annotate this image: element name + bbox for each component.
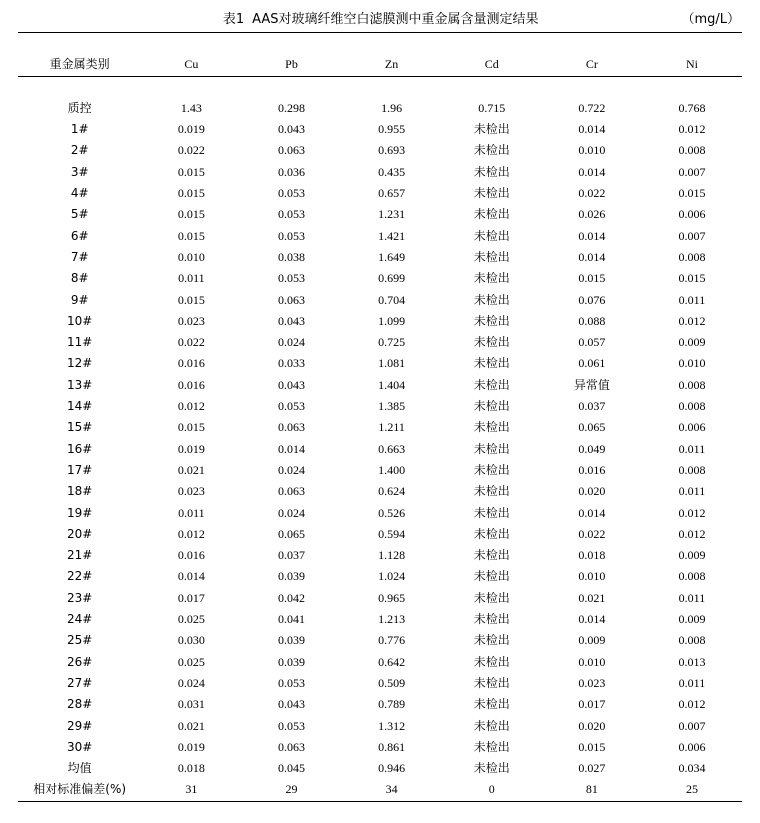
table-cell: 0.016 xyxy=(177,356,205,371)
table-cell: 0.020 xyxy=(578,484,606,499)
table-cell: 0.021 xyxy=(177,462,205,477)
row-label: 2# xyxy=(70,143,89,158)
table-cell: 未检出 xyxy=(473,441,510,456)
table-cell: 0.015 xyxy=(578,271,606,286)
table-cell: 0.023 xyxy=(578,675,606,690)
table-cell: 0.012 xyxy=(678,122,706,137)
table-cell: 0.015 xyxy=(177,292,205,307)
table-cell: 0.435 xyxy=(378,164,406,179)
table-cell: 未检出 xyxy=(473,654,510,669)
table-cell: 0.946 xyxy=(378,761,406,776)
table-cell: 0.019 xyxy=(177,739,205,754)
table-cell: 0.037 xyxy=(578,399,606,414)
table-cell: 0.016 xyxy=(177,377,205,392)
row-label: 17# xyxy=(67,462,93,477)
caption-table-number: 表1 xyxy=(222,12,245,27)
table-cell: 未检出 xyxy=(473,207,510,222)
table-cell: 0.015 xyxy=(177,420,205,435)
row-label: 均值 xyxy=(67,761,92,776)
table-cell: 0.017 xyxy=(578,697,606,712)
row-label: 24# xyxy=(67,612,93,627)
table-cell: 0.768 xyxy=(678,100,706,115)
table-cell: 1.081 xyxy=(378,356,406,371)
table-cell: 0.008 xyxy=(678,569,706,584)
row-label: 15# xyxy=(67,420,93,435)
table-cell: 0.019 xyxy=(177,122,205,137)
column-header: Cu xyxy=(184,57,199,72)
table-cell: 0.509 xyxy=(378,675,406,690)
table-row xyxy=(18,673,742,694)
caption-unit: （mg/L） xyxy=(681,12,740,27)
table-cell: 未检出 xyxy=(473,143,510,158)
table-cell: 未检出 xyxy=(473,313,510,328)
table-cell: 0.012 xyxy=(678,526,706,541)
table-cell: 0.624 xyxy=(378,484,406,499)
table-row xyxy=(18,758,742,779)
table-cell: 0.024 xyxy=(277,505,305,520)
row-label: 16# xyxy=(67,441,93,456)
table-row xyxy=(18,332,742,353)
table-cell: 未检出 xyxy=(473,718,510,733)
table-cell: 0.861 xyxy=(378,739,406,754)
table-cell: 0.015 xyxy=(177,164,205,179)
table-cell: 未检出 xyxy=(473,484,510,499)
table-row xyxy=(18,375,742,396)
table-cell: 0.008 xyxy=(678,249,706,264)
table-cell: 未检出 xyxy=(473,739,510,754)
table-cell: 0.021 xyxy=(578,590,606,605)
table-row xyxy=(18,119,742,140)
table-cell: 0.014 xyxy=(578,249,606,264)
row-label: 21# xyxy=(67,548,93,563)
table-row xyxy=(18,226,742,247)
table-cell: 0.041 xyxy=(277,612,305,627)
table-cell: 0.024 xyxy=(177,675,205,690)
table-cell: 0.012 xyxy=(177,399,205,414)
table-cell: 0.008 xyxy=(678,633,706,648)
table-cell: 0.594 xyxy=(378,526,406,541)
row-label: 6# xyxy=(70,228,89,243)
table-cell: 0.030 xyxy=(177,633,205,648)
table-cell: 未检出 xyxy=(473,377,510,392)
row-label: 13# xyxy=(67,377,93,392)
table-cell: 0.010 xyxy=(678,356,706,371)
table-cell: 0.025 xyxy=(177,612,205,627)
table-cell: 0.039 xyxy=(277,654,305,669)
table-row xyxy=(18,439,742,460)
table-cell: 1.128 xyxy=(378,548,406,563)
table-cell: 0.088 xyxy=(578,313,606,328)
table-cell: 0.042 xyxy=(277,590,305,605)
table-cell: 0.012 xyxy=(678,313,706,328)
table-cell: 0.027 xyxy=(578,761,606,776)
table-cell: 未检出 xyxy=(473,228,510,243)
table-cell: 0.007 xyxy=(678,228,706,243)
table-cell: 0.053 xyxy=(277,228,305,243)
table-cell: 0.057 xyxy=(578,335,606,350)
row-label: 30# xyxy=(67,739,93,754)
row-label: 22# xyxy=(67,569,93,584)
table-cell: 0.715 xyxy=(478,100,506,115)
table-cell: 未检出 xyxy=(473,548,510,563)
table-cell: 1.43 xyxy=(180,100,202,115)
table-cell: 1.099 xyxy=(378,313,406,328)
row-label: 20# xyxy=(67,526,93,541)
table-cell: 0.007 xyxy=(678,164,706,179)
column-header: Cr xyxy=(585,57,598,72)
table-cell: 未检出 xyxy=(473,612,510,627)
caption-title-group xyxy=(80,8,681,27)
row-label: 9# xyxy=(70,292,89,307)
table-cell: 0.006 xyxy=(678,207,706,222)
table-cell: 29 xyxy=(285,782,298,797)
table-cell: 0.022 xyxy=(578,526,606,541)
row-label: 11# xyxy=(67,335,93,350)
table-cell: 0.014 xyxy=(578,505,606,520)
table-cell: 异常值 xyxy=(573,377,610,392)
table-cell: 0.663 xyxy=(378,441,406,456)
table-cell: 0.013 xyxy=(678,654,706,669)
table-cell: 0.014 xyxy=(277,441,305,456)
table-row xyxy=(18,353,742,374)
table-cell: 未检出 xyxy=(473,122,510,137)
table-cell: 0.020 xyxy=(578,718,606,733)
table-cell: 0.043 xyxy=(277,377,305,392)
table-cell: 0.008 xyxy=(678,377,706,392)
table-cell: 未检出 xyxy=(473,164,510,179)
table-cell: 0.037 xyxy=(277,548,305,563)
table-cell: 1.231 xyxy=(378,207,406,222)
table-cell: 0.025 xyxy=(177,654,205,669)
table-cell: 34 xyxy=(385,782,398,797)
table-cell: 0.009 xyxy=(578,633,606,648)
table-row xyxy=(18,566,742,587)
rule-line xyxy=(18,801,742,823)
table-cell: 0.033 xyxy=(277,356,305,371)
table-cell: 0.015 xyxy=(678,186,706,201)
table-cell: 0.063 xyxy=(277,739,305,754)
row-label: 7# xyxy=(70,249,89,264)
table-cell: 未检出 xyxy=(473,590,510,605)
row-label: 19# xyxy=(67,505,93,520)
table-cell: 0.034 xyxy=(678,761,706,776)
table-cell: 0.043 xyxy=(277,313,305,328)
table-cell: 0.011 xyxy=(678,292,706,307)
table-cell: 0.776 xyxy=(378,633,406,648)
table-cell: 未检出 xyxy=(473,633,510,648)
row-label: 质控 xyxy=(67,100,92,115)
table-cell: 0.642 xyxy=(378,654,406,669)
table-cell: 0.015 xyxy=(177,228,205,243)
table-cell: 0.024 xyxy=(277,462,305,477)
table-row xyxy=(18,716,742,737)
table-row xyxy=(18,481,742,502)
table-cell: 未检出 xyxy=(473,420,510,435)
table-cell: 0.023 xyxy=(177,484,205,499)
table-cell: 25 xyxy=(685,782,698,797)
table-cell: 0.011 xyxy=(678,590,706,605)
table-cell: 未检出 xyxy=(473,271,510,286)
table-cell: 0.010 xyxy=(578,654,606,669)
table-cell: 0.009 xyxy=(678,612,706,627)
table-row xyxy=(18,247,742,268)
table-cell: 0.699 xyxy=(378,271,406,286)
row-label: 29# xyxy=(67,718,93,733)
row-label: 14# xyxy=(67,399,93,414)
table-cell: 0.063 xyxy=(277,484,305,499)
row-label: 25# xyxy=(67,633,93,648)
table-row xyxy=(18,417,742,438)
table-cell: 1.213 xyxy=(378,612,406,627)
table-row xyxy=(18,204,742,225)
row-label: 23# xyxy=(67,590,93,605)
table-cell: 0.076 xyxy=(578,292,606,307)
rule-line xyxy=(18,33,742,55)
table-row xyxy=(18,524,742,545)
caption-title-text: AAS对玻璃纤维空白滤膜测中重金属含量测定结果 xyxy=(252,12,539,27)
table-cell: 0.007 xyxy=(678,718,706,733)
table-cell: 0.012 xyxy=(177,526,205,541)
table-cell: 0.011 xyxy=(678,484,706,499)
table-header-rule xyxy=(18,76,742,98)
table-cell: 0.008 xyxy=(678,462,706,477)
table-cell: 0.015 xyxy=(177,186,205,201)
row-label: 28# xyxy=(67,697,93,712)
table-header-row xyxy=(18,54,742,76)
table-cell: 0.955 xyxy=(378,122,406,137)
table-cell: 0.024 xyxy=(277,335,305,350)
table-cell: 0.021 xyxy=(177,718,205,733)
table-row xyxy=(18,503,742,524)
table-cell: 0.298 xyxy=(277,100,305,115)
table-cell: 0.017 xyxy=(177,590,205,605)
row-label: 相对标准偏差(%) xyxy=(33,782,127,797)
table-cell: 1.421 xyxy=(378,228,406,243)
table-cell: 0.026 xyxy=(578,207,606,222)
row-label: 26# xyxy=(67,654,93,669)
table-cell: 0.053 xyxy=(277,186,305,201)
table-cell: 未检出 xyxy=(473,569,510,584)
table-cell: 未检出 xyxy=(473,249,510,264)
table-cell: 0.065 xyxy=(277,526,305,541)
table-cell: 0.010 xyxy=(177,249,205,264)
table-cell: 1.404 xyxy=(378,377,406,392)
table-cell: 0.015 xyxy=(177,207,205,222)
column-header: Zn xyxy=(384,57,399,72)
table-cell: 1.211 xyxy=(378,420,405,435)
table-cell: 0.010 xyxy=(578,143,606,158)
table-row xyxy=(18,311,742,332)
table-cell: 1.649 xyxy=(378,249,406,264)
table-cell: 0.022 xyxy=(177,335,205,350)
table-cell: 0.008 xyxy=(678,143,706,158)
table-cell: 0.039 xyxy=(277,633,305,648)
table-cell: 0.053 xyxy=(277,207,305,222)
table-cell: 1.400 xyxy=(378,462,406,477)
table-cell: 0.018 xyxy=(578,548,606,563)
table-cell: 0 xyxy=(488,782,495,797)
table-cell: 1.312 xyxy=(378,718,406,733)
table-cell: 0.693 xyxy=(378,143,406,158)
table-cell: 0.015 xyxy=(678,271,706,286)
table-cell: 0.526 xyxy=(378,505,406,520)
table-row xyxy=(18,162,742,183)
column-header: Cd xyxy=(484,57,499,72)
table-row xyxy=(18,630,742,651)
table-cell: 0.009 xyxy=(678,548,706,563)
heavy-metal-results-table xyxy=(18,32,742,823)
table-cell: 未检出 xyxy=(473,292,510,307)
table-cell: 31 xyxy=(185,782,198,797)
table-cell: 0.063 xyxy=(277,292,305,307)
table-cell: 0.053 xyxy=(277,271,305,286)
table-cell: 未检出 xyxy=(473,462,510,477)
table-cell: 0.063 xyxy=(277,420,305,435)
table-row xyxy=(18,268,742,289)
table-cell: 0.006 xyxy=(678,739,706,754)
table-cell: 0.018 xyxy=(177,761,205,776)
table-cell: 未检出 xyxy=(473,675,510,690)
table-cell: 0.725 xyxy=(378,335,406,350)
table-cell: 未检出 xyxy=(473,697,510,712)
row-label: 4# xyxy=(70,186,89,201)
table-cell: 0.022 xyxy=(177,143,205,158)
table-cell: 0.722 xyxy=(578,100,606,115)
table-row xyxy=(18,588,742,609)
table-row xyxy=(18,694,742,715)
table-cell: 未检出 xyxy=(473,399,510,414)
table-cell: 0.038 xyxy=(277,249,305,264)
table-row xyxy=(18,609,742,630)
table-cell: 0.006 xyxy=(678,420,706,435)
table-row xyxy=(18,779,742,801)
table-cell: 0.031 xyxy=(177,697,205,712)
row-label: 1# xyxy=(70,122,89,137)
table-cell: 0.053 xyxy=(277,718,305,733)
table-cell: 0.014 xyxy=(578,164,606,179)
row-label: 27# xyxy=(67,675,93,690)
table-cell: 0.016 xyxy=(578,462,606,477)
table-cell: 0.012 xyxy=(678,505,706,520)
table-cell: 1.024 xyxy=(378,569,406,584)
table-cell: 0.039 xyxy=(277,569,305,584)
table-cell: 0.014 xyxy=(578,122,606,137)
table-bottom-rule xyxy=(18,801,742,823)
column-header: Pb xyxy=(285,57,298,72)
table-row xyxy=(18,396,742,417)
table-cell: 0.789 xyxy=(378,697,406,712)
rule-line xyxy=(18,76,742,98)
table-cell: 0.061 xyxy=(578,356,606,371)
row-label: 3# xyxy=(70,164,89,179)
table-top-rule xyxy=(18,33,742,55)
row-label: 8# xyxy=(70,271,89,286)
table-row xyxy=(18,545,742,566)
table-cell: 0.014 xyxy=(578,228,606,243)
table-cell: 0.016 xyxy=(177,548,205,563)
table-cell: 0.023 xyxy=(177,313,205,328)
column-header: 重金属类别 xyxy=(49,57,110,72)
table-cell: 0.043 xyxy=(277,697,305,712)
table-cell: 0.010 xyxy=(578,569,606,584)
table-row xyxy=(18,183,742,204)
table-cell: 81 xyxy=(585,782,598,797)
row-label: 10# xyxy=(67,313,93,328)
table-cell: 0.065 xyxy=(578,420,606,435)
table-cell: 未检出 xyxy=(473,526,510,541)
table-cell: 0.014 xyxy=(578,612,606,627)
table-cell: 0.043 xyxy=(277,122,305,137)
table-row xyxy=(18,140,742,161)
table-row xyxy=(18,737,742,758)
row-label: 18# xyxy=(67,484,93,499)
table-row xyxy=(18,290,742,311)
row-label: 12# xyxy=(67,356,93,371)
table-cell: 0.015 xyxy=(578,739,606,754)
table-cell: 0.045 xyxy=(277,761,305,776)
table-cell: 0.657 xyxy=(378,186,406,201)
table-cell: 未检出 xyxy=(473,186,510,201)
table-cell: 0.965 xyxy=(378,590,406,605)
table-cell: 未检出 xyxy=(473,335,510,350)
table-cell: 0.009 xyxy=(678,335,706,350)
table-cell: 0.049 xyxy=(578,441,606,456)
table-cell: 0.019 xyxy=(177,441,205,456)
table-cell: 0.012 xyxy=(678,697,706,712)
table-cell: 未检出 xyxy=(473,761,510,776)
table-row xyxy=(18,652,742,673)
table-cell: 0.022 xyxy=(578,186,606,201)
row-label: 5# xyxy=(70,207,89,222)
table-cell: 未检出 xyxy=(473,505,510,520)
table-cell: 未检出 xyxy=(473,356,510,371)
table-row xyxy=(18,98,742,119)
table-cell: 1.96 xyxy=(381,100,403,115)
table-cell: 0.011 xyxy=(678,441,706,456)
table-cell: 0.011 xyxy=(178,505,205,520)
table-cell: 0.014 xyxy=(177,569,205,584)
table-cell: 0.011 xyxy=(678,675,706,690)
table-cell: 0.053 xyxy=(277,399,305,414)
table-caption xyxy=(18,8,742,32)
table-cell: 0.053 xyxy=(277,675,305,690)
table-cell: 0.704 xyxy=(378,292,406,307)
table-cell: 0.008 xyxy=(678,399,706,414)
column-header: Ni xyxy=(685,57,698,72)
table-cell: 1.385 xyxy=(378,399,406,414)
table-cell: 0.011 xyxy=(178,271,205,286)
table-cell: 0.036 xyxy=(277,164,305,179)
table-row xyxy=(18,460,742,481)
table-cell: 0.063 xyxy=(277,143,305,158)
